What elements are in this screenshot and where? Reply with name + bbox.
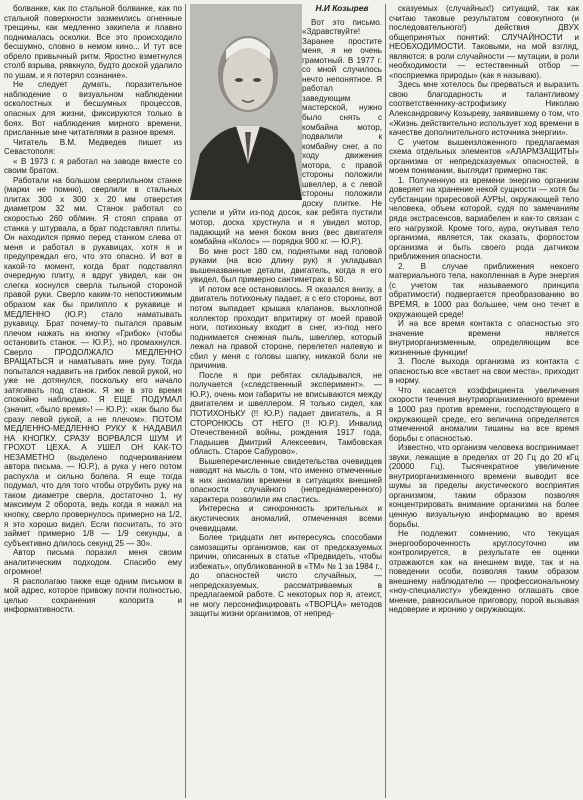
paragraph: Что касается коэффициента увеличения скорости течения внутриорганизменного времени в 1000 раз против времени, господствующего в окружающей среде, его величина определяется отмеченной аномалии тишины на все время борьбы с опасностью. bbox=[389, 385, 579, 443]
paragraph: сказуемых (случайных!) ситуаций, так как считаю таковые результатом совокупного (и последовательного!) действия ДВУХ общепринятых понятий: СЛУЧАЙНОСТИ и НЕОБХОДИМОСТИ. Таковыми, на мой взгляд, являются: в роли случайности — мутации, в роли необходимости — естественный отбор — «посприемка природы» (как я называю). bbox=[389, 4, 579, 80]
paragraph: Известно, что организм человека воспринимает звуки, лежащие в пределах от 20 Гц до 20 кГц (20000 Гц). Тысячекратное увеличение внутриорганизменного времени выводит все шумы за пределы акустического восприятия организмом, таким образом позволяя концентрировать внимание организма на более ценную визуальную информацию во время борьбы. bbox=[389, 443, 579, 529]
column-middle bbox=[190, 4, 382, 798]
paragraph: Вот это письмо. «Здравствуйте! Заранее простите меня, я не очень грамотный. В 1977 г. со мной случилось нечто непонятное. Я работал заведующим мастерской, нужно было снять с комбайна мотор, подвалили к комбайну снег, а по ходу движения мотора, с правой стороны положили швеллер, а с левой стороны положили доску плитке. Не успели и уйти из-под досок, как ребята пустили мотор, доска хрустнула и я увидел мотор, падающий на меня боком вниз (вес двигателя комбайна «Колос» — порядка 900 кг. — Ю.Р.). bbox=[190, 17, 382, 247]
paragraph: С учетом вышеизложенного предлагаемая схема отдельных элементов «АЛАРМЗАЩИТЫ» организма от непредсказуемых опасностей, в моем понимании, выглядит примерно так: bbox=[389, 137, 579, 176]
paragraph: « В 1973 г. я работал на заводе вместе со своим братом. bbox=[4, 156, 182, 176]
paragraph: Более тридцати лет интересуясь способами самозащиты организмов, как от предсказуемых причин, описанных в статье «Предвидеть, чтобы избежать», опубликованной в «ТМ» № 1 за 1984 г., до опасностей чисто случайных, — непредсказуемых, рассматриваемых в предлагаемой работе. С некоторых пор я, атеист, не могу персонифицировать «ТВОРЦА» методов защиты жизни организмов, от непред- bbox=[190, 533, 382, 619]
paragraph: Не следует думать, поразительное наблюдение о визуальном наблюдении осколостных и бесшумных процессов, опасных для жизни, фиксируются только в боях. Вот наблюдения мирного времени, присланные мне читателями в разное время. bbox=[4, 80, 182, 138]
paragraph: 2. В случае приближения некоего материального тела, накопленная в Ауре энергия (с учетом так называемого принципа обратимости) подвергается преобразованию во ВРЕМЯ, в 1000 раз большее, чем оно течет в окружающей среде! bbox=[389, 261, 579, 319]
paragraph: Здесь мне хотелось бы прерваться и выразить свою благодарность и талантливому соответственнику-астрофизику Николаю Александровичу Козыреву, заявившему о том, что «Жизнь действительно использует ход времени в качестве дополнительного источника энергии». bbox=[389, 80, 579, 138]
paragraph: Во мне рост 180 см, поднятыми над головой руками (на всю длину рук) я укладывал вышеназванные детали, двигатель, когда я его увидел, был примерно сантиметрах в 50. bbox=[190, 246, 382, 285]
paragraph: Интересна и синхронность зрительных и акустических аномалий, отмеченная всеми очевидцами. bbox=[190, 504, 382, 533]
paragraph: болванке, как по стальной болванке, как по стальной поверхности зазмеились огненные трещины, как медленно закипела и плавно поднималась осколки. Все это происходило бесшумно, словно в немом кино... И тут все обрело привычный ритм. Яростно взметнулся столб взрыва, рявкнуло, будто доской удалило по ушам, и я потерял сознание». bbox=[4, 4, 182, 80]
paragraph: 1. Полученную из времени энергию организм доверяет на хранение некой сущности — хотя бы субстанции приресовой АУРЫ, окружающей тело человека, объем которой, судя по замечаниям ряда экстрасенсов, вариабелен и как-то связан с его нагрузкой. Кроме того, аура, окутывая тело организма, является, так сказать, форпостом организма и быть своего рода датчиком приближения опасности. bbox=[389, 175, 579, 262]
column-right bbox=[389, 4, 579, 798]
paragraph: И потом все остановилось. Я оказался внизу, а двигатель потихоньку падает, а с его стороны, вот потом выпадает крышка клапанов, выхлопной коллектор проходит впритирку от моей правой ноги, потихоньку входит в снег, из-под него поднимается снежная пыль, швеллер, который лежал на правой стороне, перелетел налевую и сбил у меня с головы шапку, никакой боли не причинив. bbox=[190, 284, 382, 371]
paragraph: И на все время контакта с опасностью это значение времени является внутриорганизменным, определяющим все жизненные функции! bbox=[389, 319, 579, 357]
paragraph: После я при ребятах складывался, не получается («следственный эксперимент». — Ю.Р.), очень мои габариты не вписываются между двигателем и швеллером. Я только сидел, как ПОТИХОНЬКУ (!! Ю.Р.) падает двигатель, а Я СТОРОНЮСЬ ОТ НЕГО (!! Ю.Р.). Инвалид Отечественной войны, рождения 1917 года, Гладышев Дмитрий Алексеевич, Тамбовская область. Старое Сабурово». bbox=[190, 370, 382, 457]
column-left bbox=[4, 4, 182, 798]
paragraph: Читатель В.М. Медведев пишет из Севастополя: bbox=[4, 137, 182, 157]
paragraph: Я располагаю также еще одним письмом в мой адрес, которое привожу почти полностью, целью сохранения колорита и информативности. bbox=[4, 576, 182, 615]
paragraph: Не подлежит сомнению, что текущая энергообороченность круглосуточно им контролируется, в результате ее оценки отражаются как на внешнем виде, так и на поведении особи, позволяя таким образом внешнему наблюдателю — профессиональному «ноу-специалисту» убежденно оглашать свое мнение, равносильное приговору, порой вызывая недоверие и иронию у окружающих. bbox=[389, 529, 579, 615]
paragraph: 3. После выхода организма из контакта с опасностью все «встает на свои места», приходит в норму. bbox=[389, 357, 579, 386]
author-name: Н.И Козырев bbox=[315, 4, 369, 13]
paragraph: Автор письма поразил меня своим аналитическим подходом. Спасибо ему огромное! bbox=[4, 548, 182, 577]
paragraph: Вышеперечисленные свидетельства очевидцев наводят на мысль о том, что именно отмеченные в них аномалии времени в ситуациях внешней опасности случайного (непреднамеренного) характера позволили им спастись. bbox=[190, 456, 382, 504]
column-divider bbox=[185, 4, 186, 798]
column-divider bbox=[385, 4, 386, 798]
photo-spacer bbox=[190, 4, 302, 200]
paragraph: Работали на большом сверлильном станке (марки не помню), сверлили в стальных плитах 300 х 300 х 20 мм отверстия диаметром 32 мм. Станок работал со скоростью 260 об/мин. Я стоял справа от станка у штурвала, а брат подставлял плиты. Он находился прямо перед станком слева от меня и работал в рукавицах, хотя я и предупреждал его, что это опасно. И вот в какой-то момент, когда брат подставлял очередную плиту, я вдруг увидел, как он слегка коснулся сверла тыльной стороной правой руки. Сверло каким-то непостижимым образом как бы прилипло к рукавице и МЕДЛЕННО (Ю.Р.) стало наматывать рукавицу. Брат почему-то пытался правым плечом нажать на кнопку «Грибок» (чтобы остановить станок. — Ю.Р.), но промахнулся. Сверло ПРОДОЛЖАЛО МЕДЛЕННО ВРАЩАТЬСЯ и наматывать мне руку. Тогда попытался надавить на грибок левой рукой, но уже не дотянулся, поскольку его начало затягивать под станок. Я же в это время спокойно наблюдаю. Я ЕЩЕ ПОДУМАЛ (значит, «было время»! — Ю.Р.): «как было бы сразу левой рукой, а не плечом». ПОТОМ МЕДЛЕННО-МЕДЛЕННО РУКУ К НАДАВИЛ НА КНОПКУ. СРАЗУ ВОРВАЛСЯ ШУМ И ГРОХОТ ЦЕХА. А УШЕЛ ОН КАК-ТО НЕЗАМЕТНО (выделено подчеркиванием автора письма. — Ю.Р.), а рука у него потом распухла и сильно болела. Я еще тогда подумал, что для того чтобы отрубить руку на таком диаметре сверла, достаточно 1, ну максимум 2 оборота, ведь когда я нажал на кнопку, сверло провернулось примерно на 1/2, я это хорошо видел. Если посчитать, то это займет примерно 1/8 — 1/9 секунды, а субъективно длилось секунд 25 — 30». bbox=[4, 175, 182, 548]
